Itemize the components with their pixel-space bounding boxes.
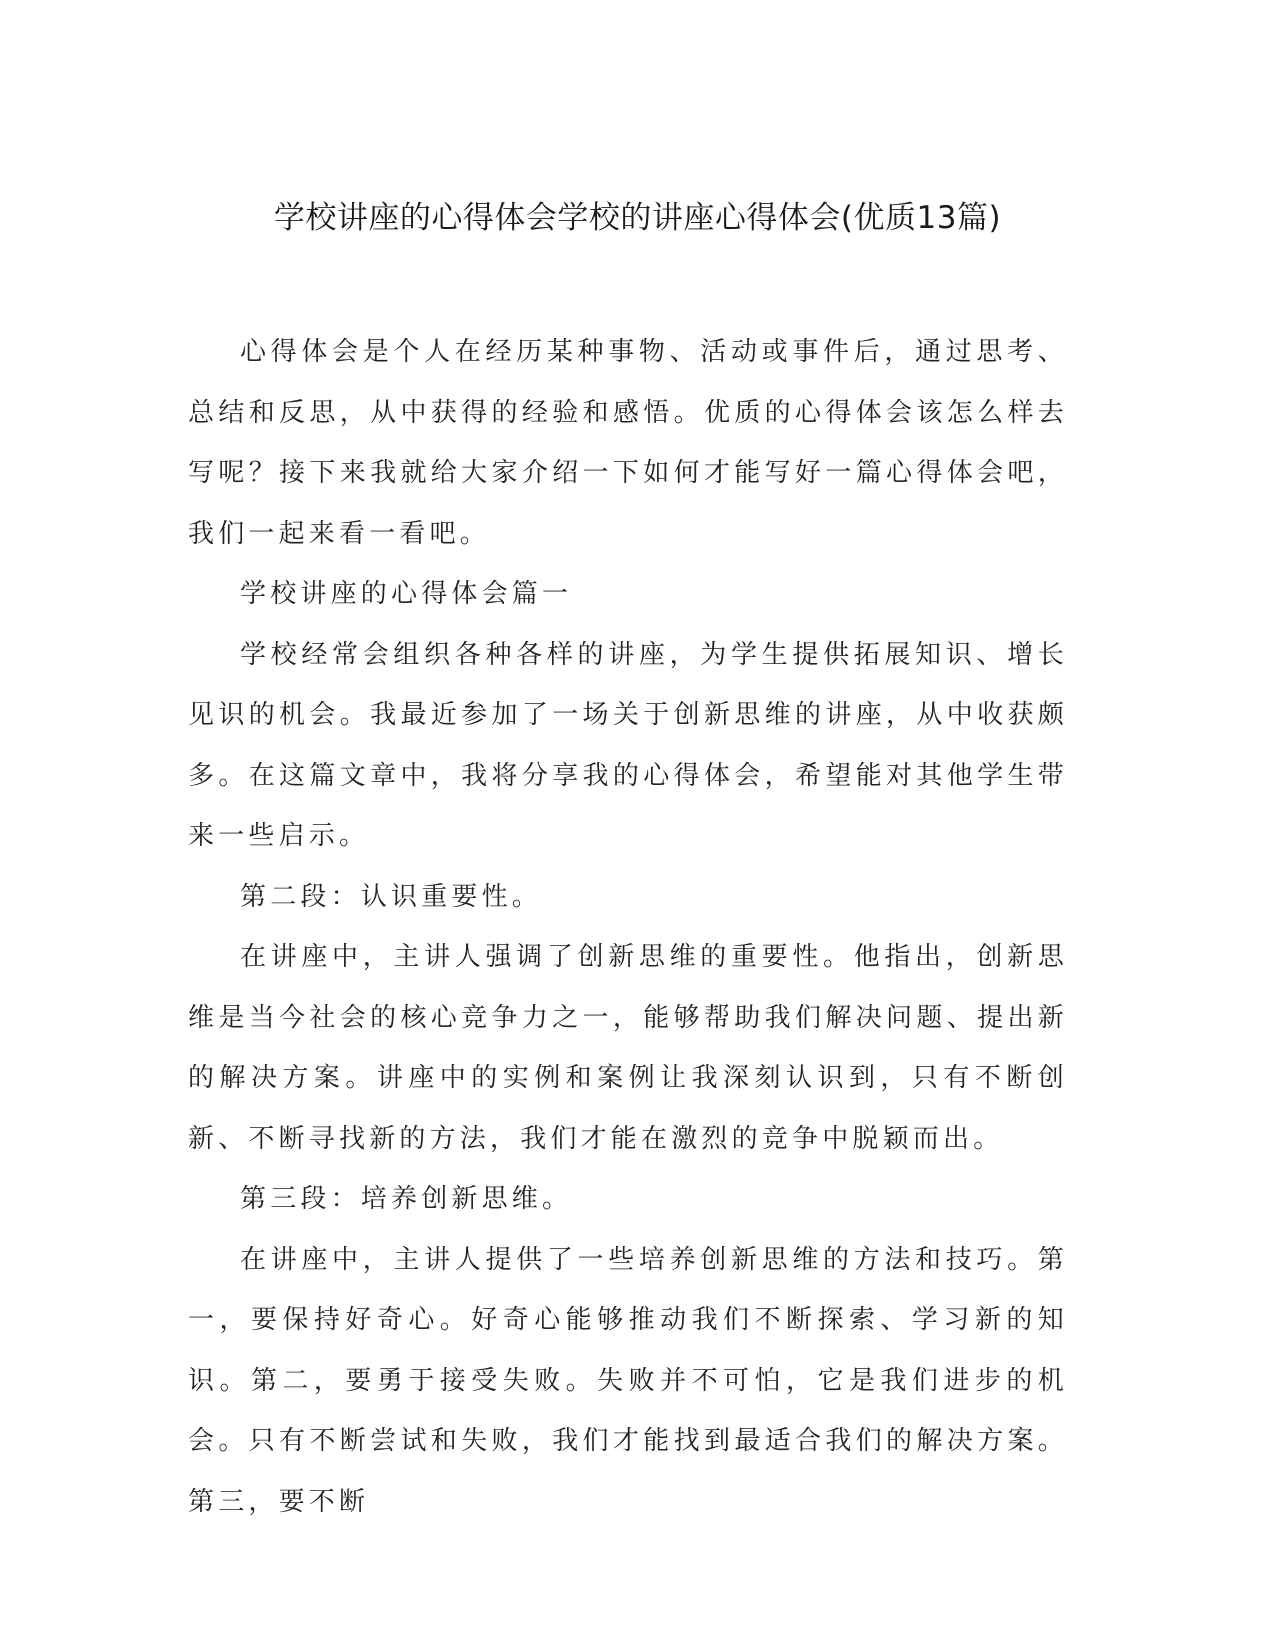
intro-paragraph: 心得体会是个人在经历某种事物、活动或事件后，通过思考、总结和反思，从中获得的经验和感悟。优质的心得体会该怎么样去写呢？接下来我就给大家介绍一下如何才能写好一篇心得体会吧，我们一起来看一看吧。 <box>188 337 1068 549</box>
document-title: 学校讲座的心得体会学校的讲座心得体会(优质13篇) <box>273 200 1002 236</box>
body-paragraph: 在讲座中，主讲人提供了一些培养创新思维的方法和技巧。第一，要保持好奇心。好奇心能够推动我们不断探索、学习新的知识。第二，要勇于接受失败。失败并不可怕，它是我们进步的机会。只有不断尝试和失败，我们才能找到最适合我们的解决方案。第三，要不断 <box>188 1244 1068 1517</box>
section-heading-paragraph-two: 第二段：认识重要性。 <box>240 881 543 912</box>
body-paragraph: 学校经常会组织各种各样的讲座，为学生提供拓展知识、增长见识的机会。我最近参加了一场关于创新思维的讲座，从中收获颇多。在这篇文章中，我将分享我的心得体会，希望能对其他学生带来一些启示。 <box>188 639 1068 851</box>
section-heading-part-one: 学校讲座的心得体会篇一 <box>240 579 573 609</box>
body-paragraph: 在讲座中，主讲人强调了创新思维的重要性。他指出，创新思维是当今社会的核心竞争力之一，能够帮助我们解决问题、提出新的解决方案。讲座中的实例和案例让我深刻认识到，只有不断创新、不断寻找新的方法，我们才能在激烈的竞争中脱颖而出。 <box>188 942 1068 1154</box>
document-body <box>188 322 1068 1532</box>
section-heading-paragraph-three: 第三段：培养创新思维。 <box>240 1184 573 1214</box>
